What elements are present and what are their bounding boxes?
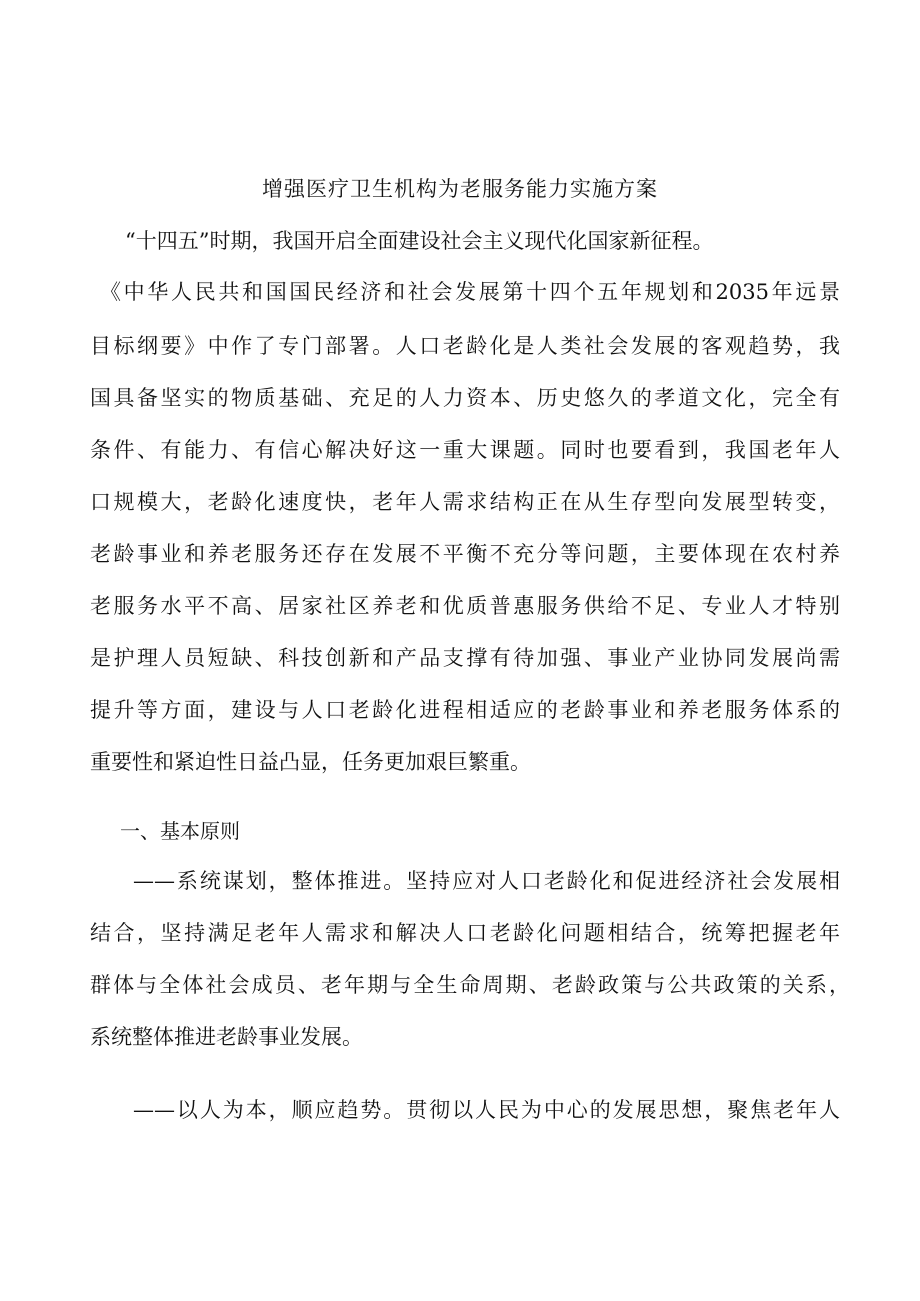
intro-line-1: “十四五”时期，我国开启全面建设社会主义现代化国家新征程。 bbox=[125, 229, 714, 253]
intro-line-2: 《中华人民共和国国民经济和社会发展第十四个五年规划和2035年远景 bbox=[100, 280, 840, 304]
principle-1-line-3: 群体与全体社会成员、老年期与全生命周期、老龄政策与公共政策的关系， bbox=[90, 973, 850, 997]
principle-1-line-4: 系统整体推进老龄事业发展。 bbox=[90, 1025, 363, 1049]
intro-line-9: 是护理人员短缺、科技创新和产品支撑有待加强、事业产业协同发展尚需 bbox=[90, 646, 840, 670]
intro-line-11: 重要性和紧迫性日益凸显，任务更加艰巨繁重。 bbox=[90, 750, 531, 774]
intro-line-7: 老龄事业和养老服务还存在发展不平衡不充分等问题，主要体现在农村养 bbox=[90, 542, 840, 566]
intro-line-3: 目标纲要》中作了专门部署。人口老龄化是人类社会发展的客观趋势，我 bbox=[90, 334, 840, 358]
principle-2-line-1: ——以人为本，顺应趋势。贯彻以人民为中心的发展思想，聚焦老年人 bbox=[133, 1098, 840, 1122]
intro-line-4: 国具备坚实的物质基础、充足的人力资本、历史悠久的孝道文化，完全有 bbox=[90, 386, 840, 410]
section-heading-principles: 一、基本原则 bbox=[120, 819, 240, 843]
principle-1-line-1: ——系统谋划，整体推进。坚持应对人口老龄化和促进经济社会发展相 bbox=[133, 869, 840, 893]
intro-line-10: 提升等方面，建设与人口老龄化进程相适应的老龄事业和养老服务体系的 bbox=[90, 698, 840, 722]
intro-line-5: 条件、有能力、有信心解决好这一重大课题。同时也要看到，我国老年人 bbox=[90, 438, 840, 462]
document-title: 增强医疗卫生机构为老服务能力实施方案 bbox=[262, 177, 658, 201]
principle-1-line-2: 结合，坚持满足老年人需求和解决人口老龄化问题相结合，统筹把握老年 bbox=[90, 921, 840, 945]
intro-line-8: 老服务水平不高、居家社区养老和优质普惠服务供给不足、专业人才特别 bbox=[90, 594, 840, 618]
intro-line-6: 口规模大，老龄化速度快，老年人需求结构正在从生存型向发展型转变， bbox=[90, 490, 840, 514]
